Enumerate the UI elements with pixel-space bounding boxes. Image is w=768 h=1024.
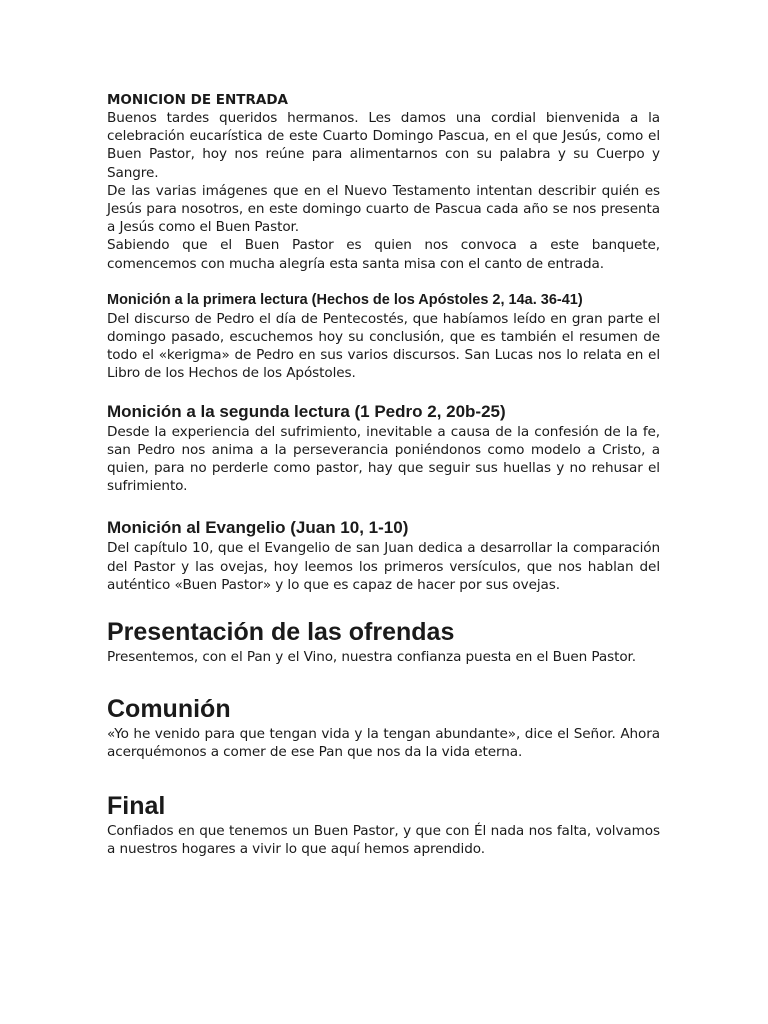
paragraph-final: Confiados en que tenemos un Buen Pastor, y que con Él nada nos falta, volvamos a nuestros hogares a vivir lo que aquí hemos aprendido.	[107, 822, 660, 857]
heading-final: Final	[107, 791, 166, 820]
paragraph-ofrendas: Presentemos, con el Pan y el Vino, nuestra confianza puesta en el Buen Pastor.	[107, 649, 636, 666]
document-page	[107, 92, 660, 858]
section-final	[107, 791, 660, 858]
section-comunion	[107, 694, 660, 761]
heading-evangelio: Monición al Evangelio (Juan 10, 1-10)	[107, 518, 409, 538]
paragraph-entrada-2: De las varias imágenes que en el Nuevo Testamento intentan describir quién es Jesús para nosotros, en este domingo cuarto de Pascua cada año se nos presenta a Jesús como el Buen Pastor.	[107, 182, 660, 236]
section-ofrendas	[107, 617, 660, 666]
section-evangelio	[107, 518, 660, 594]
section-primera-lectura	[107, 291, 660, 383]
section-segunda-lectura	[107, 402, 660, 496]
section-monicion-entrada	[107, 92, 660, 273]
paragraph-primera-lectura: Del discurso de Pedro el día de Pentecostés, que habíamos leído en gran parte el domingo pasado, escuchemos hoy su conclusión, que es también el resumen de todo el «kerigma» de Pedro en sus varios discursos. San Lucas nos lo relata en el Libro de los Hechos de los Apóstoles.	[107, 310, 660, 382]
heading-monicion-entrada: MONICION DE ENTRADA	[107, 92, 288, 108]
paragraph-entrada-3: Sabiendo que el Buen Pastor es quien nos convoca a este banquete, comencemos con mucha alegría esta santa misa con el canto de entrada.	[107, 237, 660, 272]
heading-comunion: Comunión	[107, 695, 231, 724]
paragraph-evangelio: Del capítulo 10, que el Evangelio de san Juan dedica a desarrollar la comparación del Pastor y las ovejas, hoy leemos los primeros versículos, que nos hablan del auténtico «Buen Pastor» y lo que es capaz de hacer por sus ovejas.	[107, 540, 660, 593]
paragraph-entrada-1: Buenos tardes queridos hermanos. Les damos una cordial bienvenida a la celebración eucarística de este Cuarto Domingo Pascua, en el que Jesús, como el Buen Pastor, hoy nos reúne para alimentarnos con su palabra y su Cuerpo y Sangre.	[107, 110, 660, 181]
paragraph-segunda-lectura: Desde la experiencia del sufrimiento, inevitable a causa de la confesión de la fe, san Pedro nos anima a la perseverancia poniéndonos como modelo a Cristo, a quien, para no perderle como pastor, hay que seguir sus huellas y no rehusar el sufrimiento.	[107, 423, 660, 495]
paragraph-comunion: «Yo he venido para que tengan vida y la tengan abundante», dice el Señor. Ahora acerquémonos a comer de ese Pan que nos da la vida eterna.	[107, 726, 660, 761]
heading-segunda-lectura: Monición a la segunda lectura (1 Pedro 2, 20b-25)	[107, 401, 506, 421]
heading-primera-lectura: Monición a la primera lectura (Hechos de los Apóstoles 2, 14a. 36-41)	[107, 291, 583, 308]
heading-ofrendas: Presentación de las ofrendas	[107, 618, 455, 647]
